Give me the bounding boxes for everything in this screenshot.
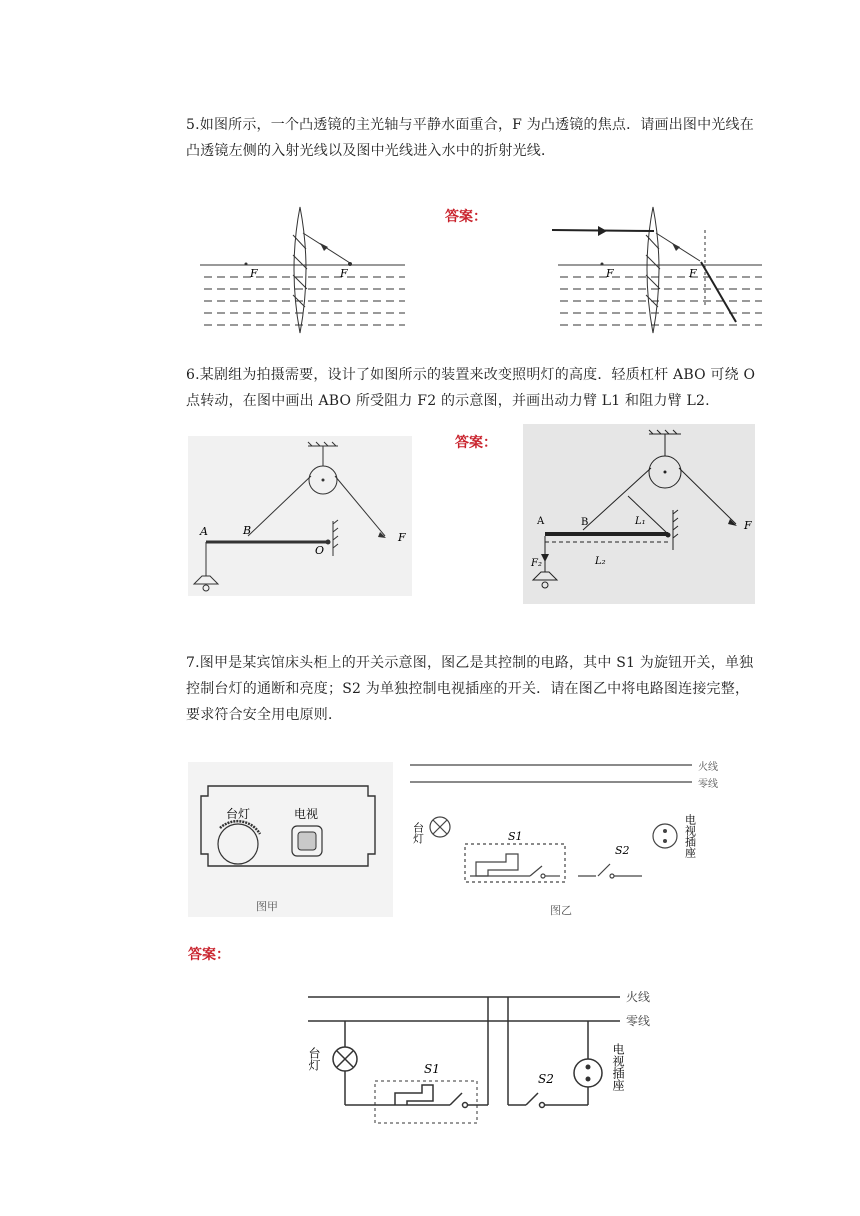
q6-question-figure [188, 436, 412, 596]
q7-ans-s1: S1 [424, 1062, 440, 1076]
q7-ans-socket-vertical: 电视插座 [611, 1043, 625, 1091]
q7-jia-tv-label: 电视 [294, 807, 319, 821]
q5-focus-left: F [250, 267, 258, 280]
q7-ans-lamp-vertical: 台灯 [307, 1047, 321, 1071]
q7-yi-s2: S2 [615, 844, 630, 857]
q6-label-o: O [315, 544, 325, 557]
q7-answer-label: 答案： [188, 947, 230, 963]
q7-yi-live-wire: 火线 [698, 762, 718, 773]
q5-answer-figure [550, 205, 770, 340]
q5-ans-focus-right: F [689, 267, 697, 280]
q7-yi-s1: S1 [508, 830, 523, 843]
q6-line-1: 6.某剧组为拍摄需要，设计了如图所示的装置来改变照明灯的高度．轻质杠杆 ABO 可绕 O [186, 367, 756, 383]
q6-ans-label-f: F [744, 519, 752, 532]
q7-ans-live-wire: 火线 [626, 990, 651, 1004]
question-5-text [186, 112, 786, 164]
q6-ans-label-l1: L₁ [635, 516, 646, 527]
q6-ans-label-b: B [581, 517, 589, 528]
q6-answer-label: 答案： [455, 435, 497, 451]
q6-ans-label-l2: L₂ [595, 556, 606, 567]
q6-ans-label-f2: F₂ [531, 558, 542, 569]
q7-ans-neutral-wire: 零线 [626, 1014, 651, 1028]
question-7-text [186, 650, 786, 728]
q7-line-3: 要求符合安全用电原则． [186, 707, 343, 723]
q5-focus-right: F [340, 267, 348, 280]
q7-yi-neutral-wire: 零线 [698, 779, 718, 790]
q7-jia-lamp-label: 台灯 [226, 807, 251, 821]
q7-yi-lamp-vertical: 台灯 [411, 822, 425, 844]
q7-fig-jia-caption: 图甲 [256, 900, 278, 913]
q6-answer-figure [523, 424, 755, 604]
q5-ans-focus-left: F [606, 267, 614, 280]
q7-yi-socket-vertical: 电视插座 [683, 814, 697, 858]
q7-line-2: 控制台灯的通断和亮度；S2 为单独控制电视插座的开关．请在图乙中将电路图连接完整， [186, 681, 750, 697]
q7-ans-s2: S2 [538, 1072, 554, 1086]
q6-label-f: F [398, 531, 406, 544]
q7-answer-figure [300, 985, 680, 1135]
q7-figure-jia [188, 762, 393, 917]
q6-label-a: A [200, 525, 208, 538]
q7-figure-yi [410, 752, 740, 922]
q6-line-2: 点转动，在图中画出 ABO 所受阻力 F2 的示意图，并画出动力臂 L1 和阻力臂 L2. [186, 393, 710, 409]
q6-label-b: B [243, 524, 252, 537]
q5-line-2: 凸透镜左侧的入射光线以及图中光线进入水中的折射光线． [186, 143, 556, 159]
q6-ans-label-a: A [537, 516, 545, 527]
q5-question-figure [200, 205, 410, 340]
q7-fig-yi-caption: 图乙 [550, 904, 572, 917]
q5-line-1: 5.如图所示，一个凸透镜的主光轴与平静水面重合，F 为凸透镜的焦点．请画出图中光线在 [186, 117, 754, 133]
q5-answer-label: 答案： [445, 209, 487, 225]
q7-line-1: 7.图甲是某宾馆床头柜上的开关示意图，图乙是其控制的电路，其中 S1 为旋钮开关，单独 [186, 655, 754, 671]
question-6-text [186, 362, 786, 414]
